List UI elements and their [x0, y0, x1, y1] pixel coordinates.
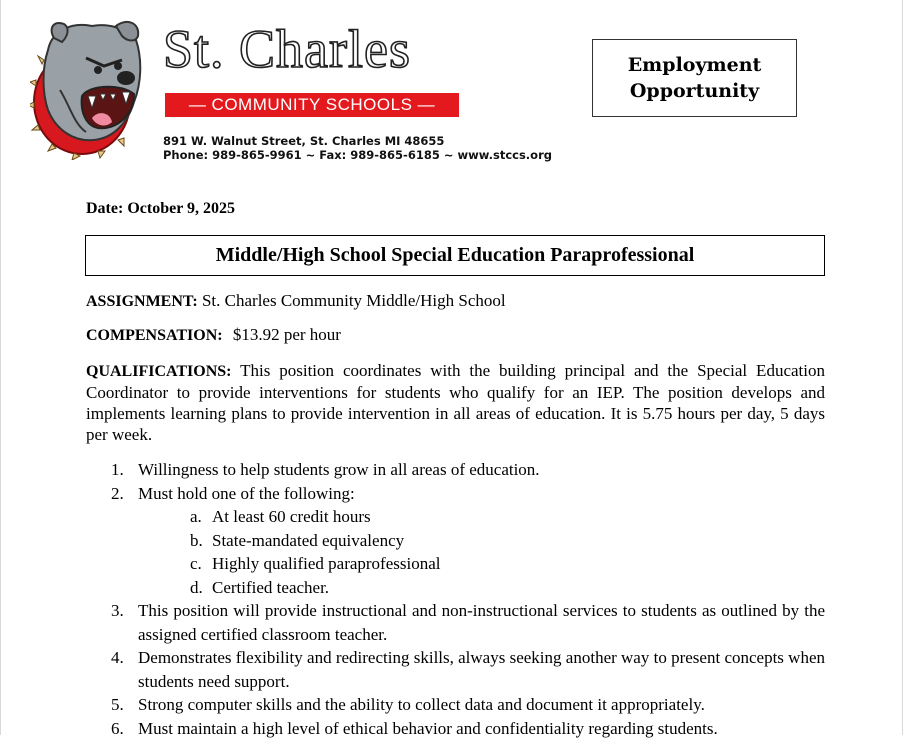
- sub-list-letter: d.: [190, 576, 203, 600]
- contact-line: Phone: 989-865-9961 ~ Fax: 989-865-6185 ~ www.stccs.org: [163, 148, 552, 162]
- employment-opportunity-box: [592, 39, 797, 117]
- list-item-text: Willingness to help students grow in all areas of education.: [138, 460, 540, 479]
- qualifications-text: This position coordinates with the building principal and the Special Education Coordinator to provide interventions for students who qualify for an IEP. The position develops and implements learning plans to provide intervention in all areas of education. It is 5.75 hours per day, 5 days per week.: [86, 361, 825, 444]
- compensation-line: [86, 325, 341, 345]
- list-item-text: Demonstrates flexibility and redirecting skills, always seeking another way to present concepts when students need support.: [138, 648, 825, 691]
- list-item-text: Strong computer skills and the ability to collect data and document it appropriately.: [138, 695, 705, 714]
- requirements-list: [86, 458, 825, 740]
- job-title: Middle/High School Special Education Paraprofessional: [85, 235, 825, 276]
- list-item: [86, 717, 825, 740]
- sub-list-letter: a.: [190, 505, 202, 529]
- sub-list-item: [86, 505, 825, 529]
- list-number: 1.: [111, 458, 124, 482]
- school-address: [163, 134, 552, 162]
- school-name: St. Charles: [163, 22, 411, 76]
- sub-list-item: [86, 552, 825, 576]
- school-subtitle-banner: — COMMUNITY SCHOOLS —: [165, 93, 459, 117]
- opportunity-label: Opportunity: [630, 78, 759, 104]
- list-item-text: Must maintain a high level of ethical behavior and confidentiality regarding students.: [138, 719, 718, 738]
- list-item-text: This position will provide instructional and non-instructional services to students as outlined by the assigned certified classroom teacher.: [138, 601, 825, 644]
- list-item: [86, 599, 825, 646]
- address-line: 891 W. Walnut Street, St. Charles MI 48655: [163, 134, 552, 148]
- list-number: 5.: [111, 693, 124, 717]
- posting-date: Date: October 9, 2025: [86, 200, 235, 218]
- sub-list-text: State-mandated equivalency: [212, 531, 404, 550]
- sub-list-text: Highly qualified paraprofessional: [212, 554, 441, 573]
- compensation-label: COMPENSATION:: [86, 327, 223, 344]
- compensation-value: $13.92 per hour: [233, 325, 341, 344]
- list-item: [86, 482, 825, 506]
- qualifications-paragraph: [86, 360, 825, 445]
- sub-list-letter: b.: [190, 529, 203, 553]
- list-item: [86, 693, 825, 717]
- list-item-text: Must hold one of the following:: [138, 484, 355, 503]
- assignment-value: St. Charles Community Middle/High School: [202, 291, 506, 310]
- list-item: [86, 458, 825, 482]
- assignment-line: [86, 291, 506, 311]
- sub-list-item: [86, 529, 825, 553]
- sub-list-letter: c.: [190, 552, 202, 576]
- sub-list-text: At least 60 credit hours: [212, 507, 371, 526]
- sub-list-item: [86, 576, 825, 600]
- employment-label: Employment: [628, 52, 762, 78]
- list-item: [86, 646, 825, 693]
- list-number: 2.: [111, 482, 124, 506]
- list-number: 3.: [111, 599, 124, 623]
- list-number: 6.: [111, 717, 124, 740]
- list-number: 4.: [111, 646, 124, 670]
- qualifications-label: QUALIFICATIONS:: [86, 363, 232, 380]
- sub-list-text: Certified teacher.: [212, 578, 329, 597]
- bulldog-logo-icon: [30, 20, 148, 160]
- assignment-label: ASSIGNMENT:: [86, 293, 198, 310]
